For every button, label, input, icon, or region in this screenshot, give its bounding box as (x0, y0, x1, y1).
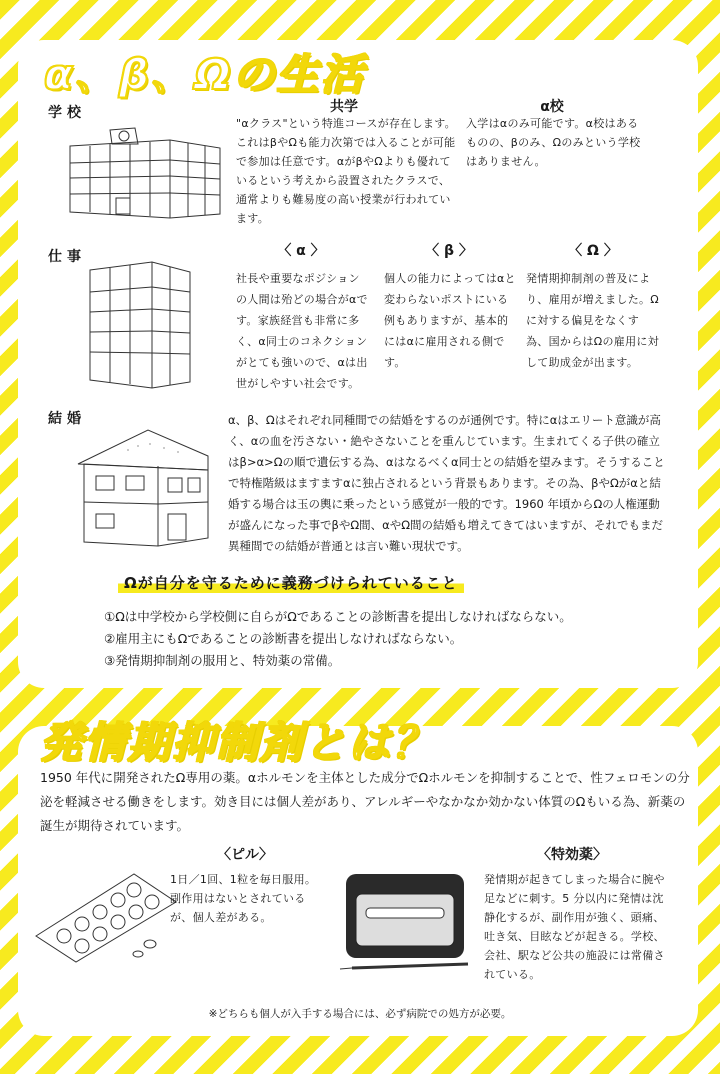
pill-text: 1日／1回、1粒を毎日服用。副作用はないとされているが、個人差がある。 (170, 873, 317, 924)
house-illustration (68, 420, 218, 552)
special-medicine-text: 発情期が起きてしまった場合に腕や足などに刺す。5 分以内に発情は沈静化するが、副作用が強く、頭痛、吐き気、目眩などが起きる。学校、会社、駅など公共の施設には常備されている。 (484, 873, 665, 981)
marriage-label: 結婚 (48, 411, 86, 427)
life-section-title: α、β、Ωの生活 (44, 50, 365, 99)
special-medicine-heading: 〈特効薬〉 (537, 847, 607, 863)
school-coed-text: "αクラス"という特進コースが存在します。これはβやΩも能力次第では入ることが可能で参加は任意です。αがβやΩよりも優れているという考えから設置されたクラスで、通常よりも難易度の高い授業が行われています。 (236, 117, 456, 225)
work-alpha-text: 社長や重要なポジションの人間は殆どの場合がαです。家族経営も非常に多く、α同士のコネクションがとても強いので、αは出世がしやすい社会です。 (236, 272, 368, 390)
work-omega-heading: 〈 Ω 〉 (568, 243, 618, 259)
duty-item: ①Ωは中学校から学校側に自らがΩであることの診断書を提出しなければならない。 (104, 609, 572, 624)
school-label: 学校 (48, 105, 86, 121)
work-beta-heading: 〈 β 〉 (425, 243, 473, 259)
duty-item: ③発情期抑制剤の服用と、特効薬の常備。 (104, 653, 341, 668)
school-alpha-heading: α校 (540, 99, 564, 115)
work-alpha-heading: 〈 α 〉 (277, 243, 325, 259)
work-beta-text: 個人の能力によってはαと変わらないポストにいる例もありますが、基本的にはαに雇用される側です。 (384, 272, 516, 369)
office-building-illustration (80, 252, 200, 390)
school-alpha-text: 入学はαのみ可能です。α校はあるものの、βのみ、Ωのみという学校はありません。 (466, 117, 641, 168)
suppressant-section-title: 発情期抑制剤とは？ (40, 718, 437, 767)
work-label: 仕事 (48, 249, 86, 265)
work-omega-text: 発情期抑制剤の普及により、雇用が増えました。Ωに対する偏見をなくす為、国からはΩの雇用に対して助成金が出ます。 (526, 272, 660, 369)
prescription-note: ※どちらも個人が入手する場合には、必ず病院での処方が必要。 (208, 1008, 512, 1020)
omega-duties-list (104, 606, 572, 672)
omega-duties-title: Ωが自分を守るために義務づけられていること (118, 572, 464, 593)
suppressant-intro: 1950 年代に開発されたΩ専用の薬。αホルモンを主体とした成分でΩホルモンを抑制することで、性フェロモンの分泌を軽減させる働きをします。効き目には個人差があり、アレルギーやなかなか効かない体質のΩもいる為、新薬の誕生が期待されています。 (40, 770, 690, 833)
pill-heading: 〈ピル〉 (217, 847, 273, 863)
school-coed-heading: 共学 (330, 99, 358, 115)
marriage-text: α、β、Ωはそれぞれ同種間での結婚をするのが通例です。特にαはエリート意識が高く、αの血を汚さない・絶やさないことを重んじています。生まれてくる子供の確立はβ>α>Ωの順で遺伝する為、αはなるべくα同士との結婚を望みます。そうすることで特権階級はますますαに独占されるという背景もあります。その為、βやΩがαと結婚する場合は玉の輿に乗ったという感覚が一般的です。1960 年頃からΩの人権運動が盛んになった事でβやΩ間、αやΩ間の結婚も増えてきてはいますが、それでもまだ異種間での結婚が普通とは言い難い現状です。 (228, 413, 665, 553)
pill-blister-illustration (30, 866, 180, 966)
duty-item: ②雇用主にもΩであることの診断書を提出しなければならない。 (104, 631, 463, 646)
school-building-illustration (60, 118, 230, 226)
injector-case-illustration (336, 868, 476, 980)
